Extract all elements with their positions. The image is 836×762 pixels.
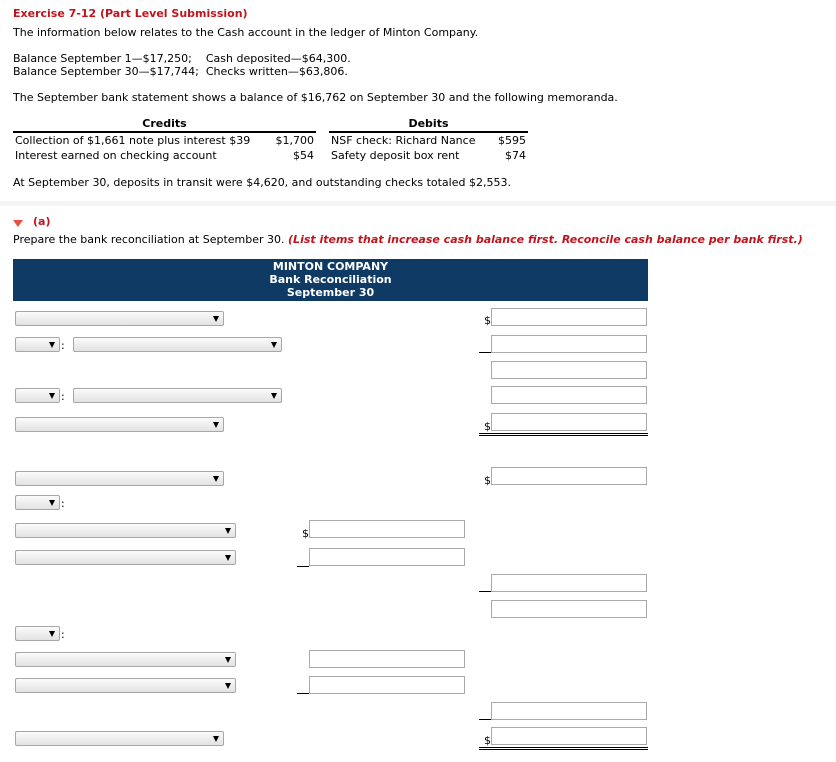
credits-header-rule	[13, 131, 316, 133]
chevron-down-icon	[271, 393, 277, 399]
balance-line-1: Balance September 1—$17,250; Cash deposited—$64,300.	[13, 52, 351, 65]
part-instruction: (List items that increase cash balance first. Reconcile cash balance per bank first.)	[288, 233, 803, 246]
adjust-type-dropdown-4[interactable]	[15, 626, 60, 641]
amount-input-1[interactable]	[491, 308, 647, 326]
adjust-type-dropdown-3[interactable]	[15, 495, 60, 510]
triangle-down-icon[interactable]	[13, 220, 23, 227]
chevron-down-icon	[49, 631, 55, 637]
colon-label: :	[61, 497, 65, 510]
debit-row-2-label: Safety deposit box rent	[331, 149, 460, 162]
account-dropdown-1[interactable]	[15, 311, 224, 326]
amount-input-5[interactable]	[491, 413, 647, 431]
chevron-down-icon	[213, 476, 219, 482]
intro-text: The information below relates to the Cash account in the ledger of Minton Company.	[13, 26, 479, 39]
colon-label: :	[61, 390, 65, 403]
amount-input-11[interactable]	[309, 650, 465, 668]
chevron-down-icon	[49, 393, 55, 399]
chevron-down-icon	[213, 316, 219, 322]
amount-input-3[interactable]	[491, 361, 647, 379]
underline	[479, 352, 491, 353]
underline	[297, 566, 309, 567]
report-date: September 30	[286, 286, 375, 299]
underline	[479, 591, 491, 592]
debit-row-1-label: NSF check: Richard Nance	[331, 134, 476, 147]
chevron-down-icon	[225, 683, 231, 689]
credit-row-2-amount: $54	[293, 149, 314, 162]
amount-input-7[interactable]	[309, 520, 465, 538]
debits-header-rule	[329, 131, 528, 133]
colon-label: :	[61, 339, 65, 352]
chevron-down-icon	[225, 528, 231, 534]
colon-label: :	[61, 628, 65, 641]
dollar-sign: $	[484, 734, 491, 747]
item-dropdown-6[interactable]	[15, 678, 236, 693]
part-prompt-text: Prepare the bank reconciliation at September 30.	[13, 233, 285, 246]
amount-input-12[interactable]	[309, 676, 465, 694]
section-divider	[0, 201, 836, 206]
double-underline	[479, 747, 648, 750]
credit-row-1-amount: $1,700	[275, 134, 314, 147]
underline	[297, 693, 309, 694]
chevron-down-icon	[213, 422, 219, 428]
item-dropdown-2[interactable]	[73, 388, 282, 403]
dollar-sign: $	[484, 474, 491, 487]
account-dropdown-3[interactable]	[15, 471, 224, 486]
account-dropdown-2[interactable]	[15, 417, 224, 432]
credits-header: Credits	[142, 117, 187, 130]
underline	[479, 719, 491, 720]
chevron-down-icon	[49, 500, 55, 506]
adjust-type-dropdown-1[interactable]	[15, 337, 60, 352]
debit-row-2-amount: $74	[505, 149, 526, 162]
exercise-title: Exercise 7-12 (Part Level Submission)	[13, 7, 248, 20]
item-dropdown-1[interactable]	[73, 337, 282, 352]
amount-input-9[interactable]	[491, 574, 647, 592]
credit-row-1-label: Collection of $1,661 note plus interest $39	[15, 134, 251, 147]
chevron-down-icon	[225, 555, 231, 561]
debit-row-1-amount: $595	[498, 134, 526, 147]
item-dropdown-4[interactable]	[15, 550, 236, 565]
chevron-down-icon	[225, 657, 231, 663]
report-header	[13, 259, 648, 301]
item-dropdown-5[interactable]	[15, 652, 236, 667]
bank-statement-text: The September bank statement shows a balance of $16,762 on September 30 and the following memoranda.	[13, 91, 618, 104]
chevron-down-icon	[213, 736, 219, 742]
report-title: Bank Reconciliation	[269, 273, 392, 286]
amount-input-13[interactable]	[491, 702, 647, 720]
amount-input-8[interactable]	[309, 548, 465, 566]
report-company: MINTON COMPANY	[272, 260, 389, 273]
adjust-type-dropdown-2[interactable]	[15, 388, 60, 403]
transit-note: At September 30, deposits in transit were $4,620, and outstanding checks totaled $2,553.	[13, 176, 511, 189]
dollar-sign: $	[484, 314, 491, 327]
amount-input-10[interactable]	[491, 600, 647, 618]
chevron-down-icon	[271, 342, 277, 348]
chevron-down-icon	[49, 342, 55, 348]
double-underline	[479, 433, 648, 436]
item-dropdown-3[interactable]	[15, 523, 236, 538]
amount-input-4[interactable]	[491, 386, 647, 404]
part-prompt	[13, 233, 803, 246]
amount-input-14[interactable]	[491, 727, 647, 745]
dollar-sign: $	[302, 527, 309, 540]
amount-input-6[interactable]	[491, 467, 647, 485]
credit-row-2-label: Interest earned on checking account	[15, 149, 217, 162]
part-label[interactable]: (a)	[33, 215, 51, 228]
amount-input-2[interactable]	[491, 335, 647, 353]
account-dropdown-4[interactable]	[15, 731, 224, 746]
balance-line-2: Balance September 30—$17,744; Checks written—$63,806.	[13, 65, 348, 78]
dollar-sign: $	[484, 420, 491, 433]
debits-header: Debits	[408, 117, 449, 130]
